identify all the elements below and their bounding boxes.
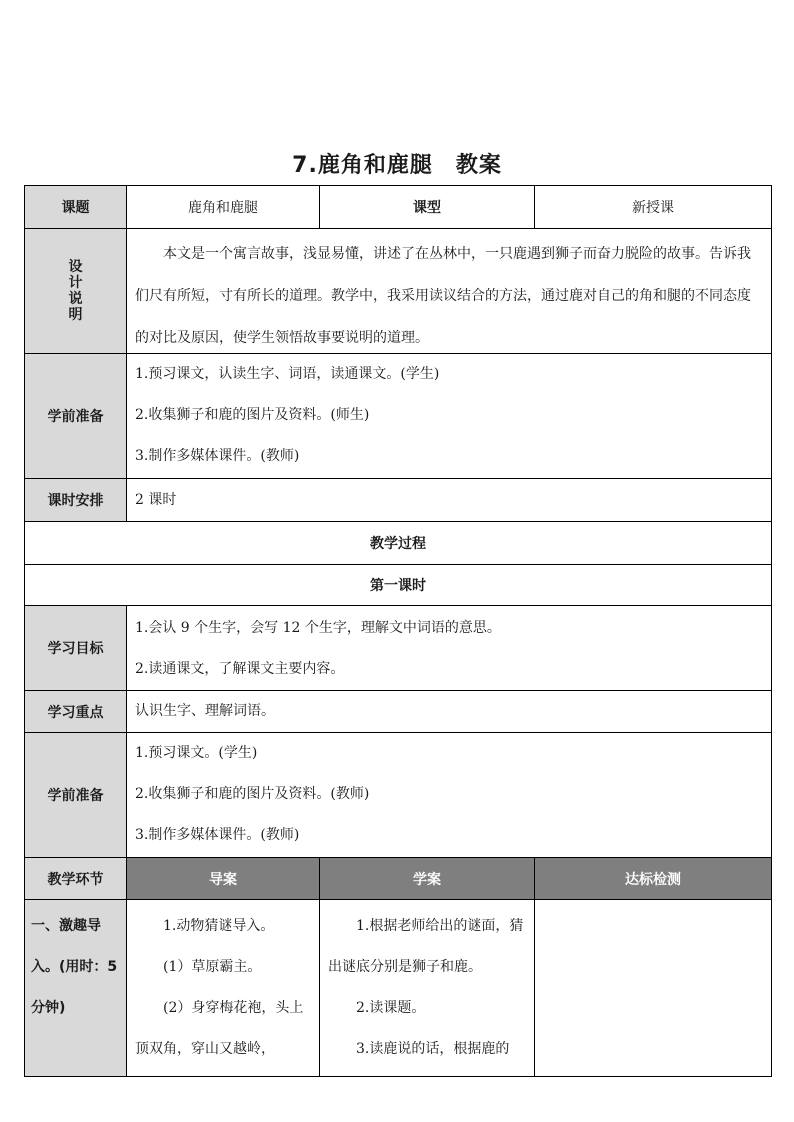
- step1-check: [534, 899, 772, 1077]
- list-item: (1）草原霸主。: [163, 959, 262, 975]
- list-item: 1.预习课文，认读生字、词语，读通课文。(学生): [135, 366, 440, 382]
- steps-header-step: 教学环节: [24, 857, 127, 900]
- design-label-text: 设 计 说 明: [68, 259, 83, 323]
- step1-label: 一、激趣导入。(用时：5分钟): [24, 899, 127, 1077]
- list-item: 3.制作多媒体课件。(教师): [135, 448, 300, 464]
- topic-label: 课题: [24, 185, 127, 229]
- steps-header-study: 学案: [319, 857, 535, 900]
- list-item: 2.收集狮子和鹿的图片及资料。(教师): [135, 786, 370, 802]
- lesson1-title: 第一课时: [24, 564, 772, 606]
- focus-value: 认识生字、理解词语。: [126, 690, 772, 733]
- list-item: 2.读课题。: [356, 1000, 426, 1016]
- list-item: 1.根据老师给出的谜面，猜出谜底分别是狮子和鹿。: [328, 918, 524, 975]
- page-title: 7.鹿角和鹿腿 教案: [292, 153, 502, 178]
- type-value: 新授课: [534, 185, 772, 229]
- list-item: 1.会认 9 个生字，会写 12 个生字，理解文中词语的意思。: [135, 620, 501, 636]
- step1-study: [319, 899, 535, 1077]
- steps-header-check: 达标检测: [534, 857, 772, 900]
- list-item: 2.读通课文，了解课文主要内容。: [135, 661, 345, 677]
- list-item: 3.读鹿说的话，根据鹿的: [356, 1041, 510, 1057]
- goals-label: 学习目标: [24, 605, 127, 691]
- focus-label: 学习重点: [24, 690, 127, 733]
- type-label: 课型: [319, 185, 535, 229]
- list-item: 3.制作多媒体课件。(教师): [135, 827, 300, 843]
- topic-value: 鹿角和鹿腿: [126, 185, 320, 229]
- prep2-list: [126, 732, 772, 858]
- list-item: 1.预习课文。(学生): [135, 745, 258, 761]
- goals-list: [126, 605, 772, 691]
- design-label: [24, 228, 127, 354]
- design-text: 本文是一个寓言故事，浅显易懂，讲述了在丛林中，一只鹿遇到狮子而奋力脱险的故事。告诉我们尺有所短，寸有所长的道理。教学中，我采用读议结合的方法，通过鹿对自己的角和腿的不同态度的对比及原因，使学生领悟故事要说明的道理。: [126, 228, 772, 354]
- steps-header-guide: 导案: [126, 857, 320, 900]
- process-title: 教学过程: [24, 521, 772, 565]
- schedule-value: 2 课时: [126, 478, 772, 522]
- prep2-label: 学前准备: [24, 732, 127, 858]
- list-item: 1.动物猜谜导入。: [163, 918, 275, 934]
- schedule-label: 课时安排: [24, 478, 127, 522]
- prep1-list: [126, 353, 772, 479]
- prep1-label: 学前准备: [24, 353, 127, 479]
- list-item: 2.收集狮子和鹿的图片及资料。(师生): [135, 407, 370, 423]
- list-item: (2）身穿梅花袍，头上顶双角，穿山又越岭，: [135, 1000, 304, 1057]
- step1-guide: [126, 899, 320, 1077]
